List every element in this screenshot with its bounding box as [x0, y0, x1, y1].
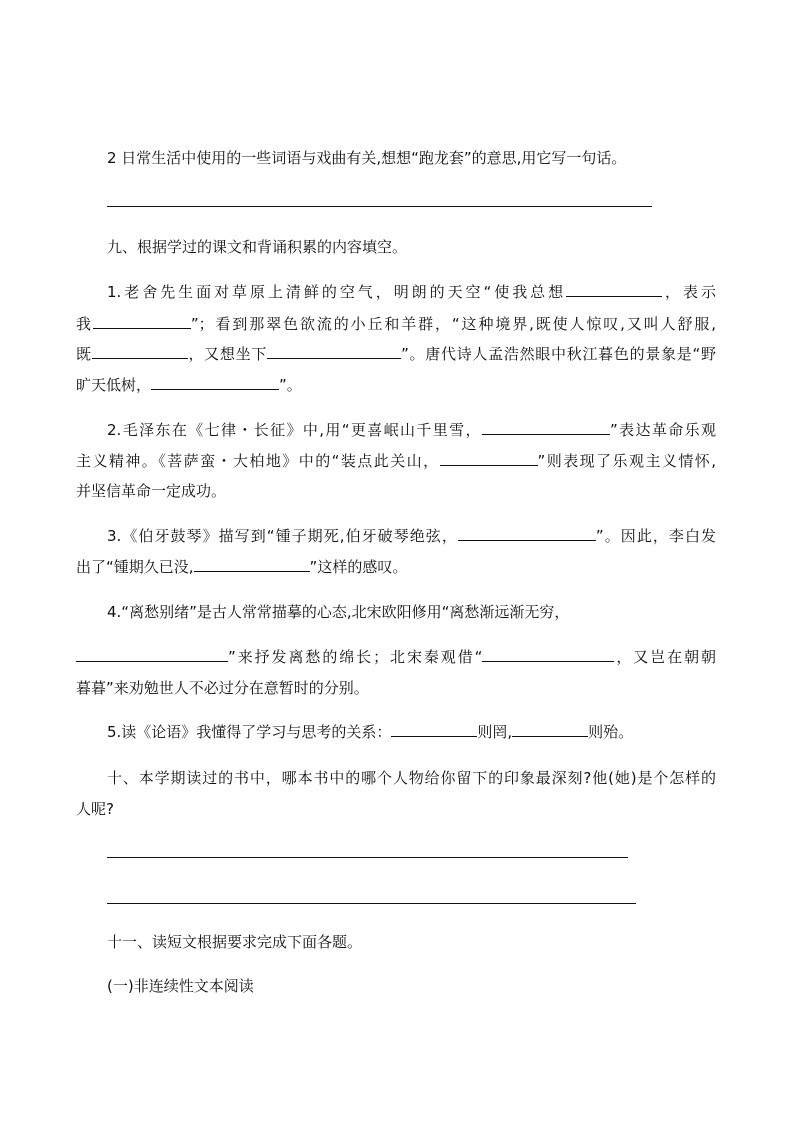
- q2-answer-line[interactable]: [107, 206, 652, 207]
- blank-9-3-b[interactable]: [194, 557, 310, 572]
- q9-1-line-3: 既 ，又想坐下 ”。唐代诗人孟浩然眼中秋江暮色的景象是“野: [76, 345, 716, 363]
- section-9-heading: 九、根据学过的课文和背诵积累的内容填空。: [107, 238, 408, 256]
- q9-1-line-2: 我 ”；看到那翠色欲流的小丘和羊群，“这种境界,既使人惊叹,又叫人舒服,: [76, 315, 716, 333]
- q2-prompt: 2 日常生活中使用的一些词语与戏曲有关,想想“跑龙套”的意思,用它写一句话。: [107, 149, 627, 167]
- q9-2-line-2: 主义精神。《菩萨蛮・大柏地》中的“装点此关山， ”则表现了乐观主义情怀,: [76, 452, 716, 470]
- blank-9-1-a[interactable]: [566, 282, 662, 297]
- q9-4-line-1: 4.“离愁别绪”是古人常常描摹的心态,北宋欧阳修用“离愁渐远渐无穷，: [107, 603, 570, 621]
- blank-9-5-a[interactable]: [391, 722, 477, 737]
- blank-9-1-d[interactable]: [267, 344, 401, 359]
- s10-answer-line-1[interactable]: [107, 857, 628, 858]
- q9-5-line: 5.读《论语》我懂得了学习与思考的关系： 则罔, 则殆。: [107, 723, 634, 741]
- q9-2-line-1: 2.毛泽东在《七律・长征》中,用“更喜岷山千里雪， ”表达革命乐观: [107, 421, 716, 439]
- q9-1-line-4: 旷天低树， ”。: [76, 376, 302, 394]
- q9-4-line-3: 暮暮”来劝勉世人不必过分在意暂时的分别。: [76, 679, 369, 697]
- blank-9-3-a[interactable]: [458, 526, 596, 541]
- blank-9-5-b[interactable]: [512, 722, 588, 737]
- section-10-line-2: 人呢?: [76, 800, 114, 818]
- section-11-heading: 十一、读短文根据要求完成下面各题。: [107, 933, 363, 951]
- blank-9-4-b[interactable]: [482, 647, 614, 662]
- section-11-subheading: (一)非连续性文本阅读: [107, 977, 254, 995]
- q9-1-line-1: 1.老舍先生面对草原上清鲜的空气，明朗的天空“使我总想 ，表示: [107, 283, 716, 301]
- q9-2-line-3: 并坚信革命一定成功。: [76, 482, 227, 500]
- blank-9-2-b[interactable]: [440, 451, 538, 466]
- blank-9-2-a[interactable]: [482, 420, 610, 435]
- blank-9-4-a[interactable]: [76, 647, 228, 662]
- blank-9-1-c[interactable]: [92, 344, 188, 359]
- q9-3-line-2: 出了“锺期久已没, ”这样的感叹。: [76, 558, 408, 576]
- section-10-line-1: 十、本学期读过的书中，哪本书中的哪个人物给你留下的印象最深刻?他(她)是个怎样的: [107, 769, 716, 787]
- blank-9-1-b[interactable]: [93, 314, 191, 329]
- q9-3-line-1: 3.《伯牙鼓琴》描写到“锺子期死,伯牙破琴绝弦， ”。因此，李白发: [107, 527, 716, 545]
- s10-answer-line-2[interactable]: [107, 903, 636, 904]
- blank-9-1-e[interactable]: [151, 375, 279, 390]
- q9-4-line-2: ”来抒发离愁的绵长；北宋秦观借“ ，又岂在朝朝: [76, 647, 716, 667]
